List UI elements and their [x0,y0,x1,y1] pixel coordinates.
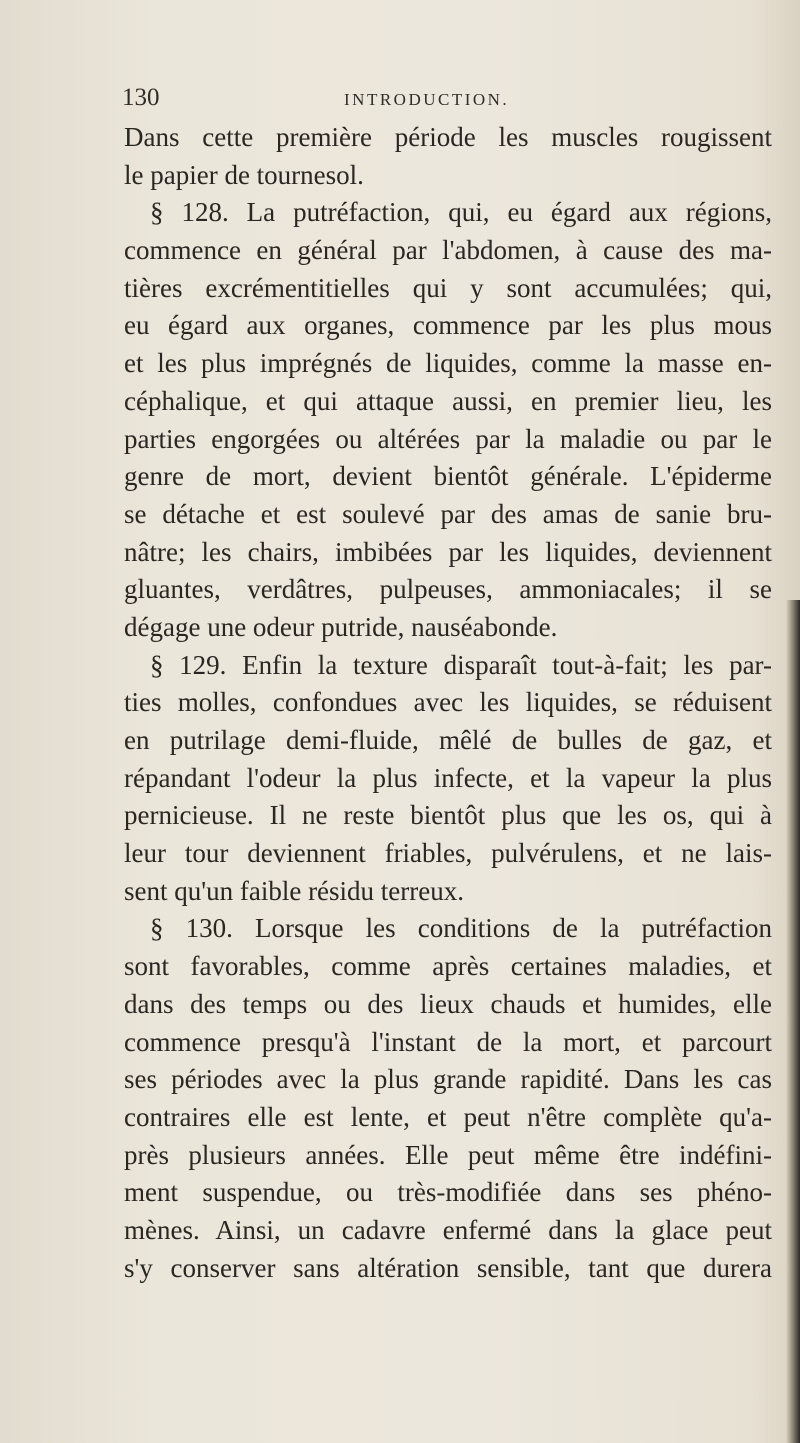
paragraph-129-start: § 129. Enfin la texture disparaît tout-à-fait; les par- [150,649,772,680]
text-line: contraires elle est lente, et peut n'être complète qu'a- [124,1101,772,1132]
text-line: pernicieuse. Il ne reste bientôt plus que les os, qui à [124,800,772,831]
text-line: en putrilage demi-fluide, mêlé de bulles de gaz, et [124,725,772,755]
paragraph-128-start: § 128. La putréfaction, qui, eu égard aux régions, [150,197,772,228]
text-line: sont favorables, comme après certaines maladies, et [124,951,772,982]
text-line: leur tour deviennent friables, pulvérulens, et ne lais- [124,838,772,869]
text-line: genre de mort, devient bientôt générale. L'épiderme [124,461,772,492]
text-line: se détache et est soulevé par des amas de sanie bru- [124,498,772,529]
page-header [122,84,762,118]
text-line: le papier de tournesol. [124,159,364,190]
text-line: ment suspendue, ou très-modifiée dans ses phéno- [124,1177,772,1208]
text-line: mènes. Ainsi, un cadavre enfermé dans la glace peut [124,1214,772,1245]
text-line: et les plus imprégnés de liquides, comme la masse en- [124,348,772,379]
page-edge-shadow [786,600,800,1443]
text-line: commence en général par l'abdomen, à cause des ma- [124,235,772,266]
text-line: nâtre; les chairs, imbibées par les liquides, deviennent [124,536,772,567]
body-text [124,119,772,1287]
text-line: tières excrémentitielles qui y sont accumulées; qui, [124,272,772,303]
text-line: commence presqu'à l'instant de la mort, et parcourt [124,1026,772,1057]
text-line: dans des temps ou des lieux chauds et humides, elle [124,988,772,1019]
text-line: gluantes, verdâtres, pulpeuses, ammoniacales; il se [124,574,772,605]
text-line: répandant l'odeur la plus infecte, et la vapeur la plus [124,762,772,793]
text-line: près plusieurs années. Elle peut même être indéfini- [124,1139,772,1170]
text-line: ses périodes avec la plus grande rapidité. Dans les cas [124,1064,772,1095]
text-line: s'y conserver sans altération sensible, tant que durera [124,1252,772,1283]
text-line: céphalique, et qui attaque aussi, en premier lieu, les [124,385,772,416]
text-line: ties molles, confondues avec les liquides, se réduisent [124,687,772,718]
page-number: 130 [122,84,160,111]
text-line: dégage une odeur putride, nauséabonde. [124,611,558,642]
text-line: sent qu'un faible résidu terreux. [124,875,465,906]
text-line: parties engorgées ou altérées par la maladie ou par le [124,423,772,454]
text-line: Dans cette première période les muscles rougissent [124,122,772,152]
text-line: eu égard aux organes, commence par les plus mous [124,310,772,341]
running-head: INTRODUCTION. [344,90,510,109]
paragraph-130-start: § 130. Lorsque les conditions de la putréfaction [150,913,772,944]
